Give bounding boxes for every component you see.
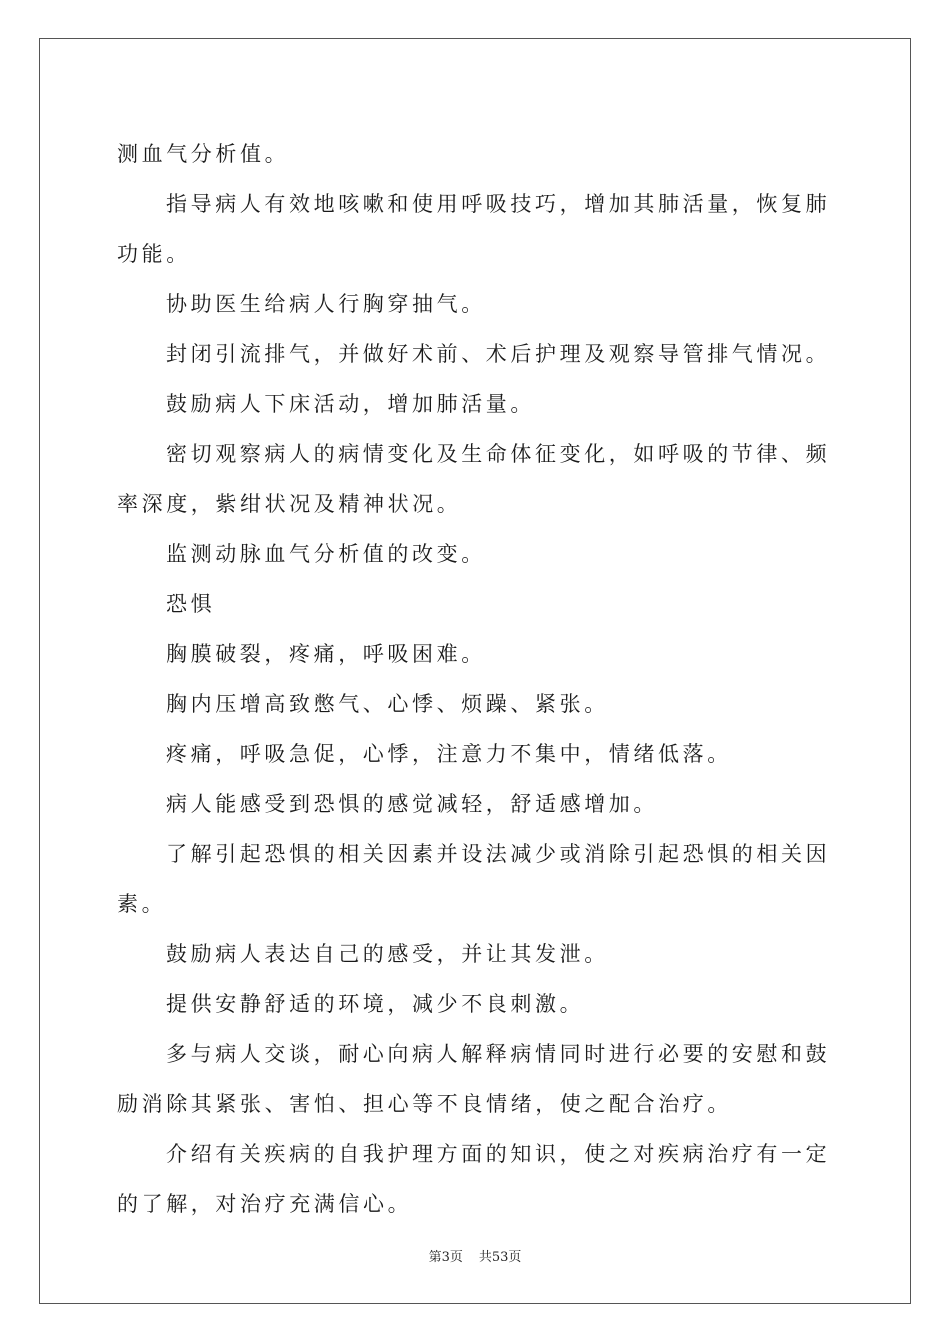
paragraph: 密切观察病人的病情变化及生命体征变化，如呼吸的节律、频率深度，紫绀状况及精神状况。 [117,442,831,516]
page-footer [0,1246,950,1265]
paragraph: 胸内压增高致憋气、心悸、烦躁、紧张。 [166,692,609,716]
paragraph: 介绍有关疾病的自我护理方面的知识，使之对疾病治疗有一定的了解，对治疗充满信心。 [117,1142,831,1216]
paragraph: 疼痛，呼吸急促，心悸，注意力不集中，情绪低落。 [166,742,732,766]
paragraph: 协助医生给病人行胸穿抽气。 [166,292,486,316]
paragraph: 了解引起恐惧的相关因素并设法减少或消除引起恐惧的相关因素。 [117,842,831,916]
paragraph: 鼓励病人下床活动，增加肺活量。 [166,392,535,416]
paragraph: 病人能感受到恐惧的感觉减轻，舒适感增加。 [166,792,658,816]
paragraph: 封闭引流排气，并做好术前、术后护理及观察导管排气情况。 [166,342,831,366]
paragraph: 多与病人交谈，耐心向病人解释病情同时进行必要的安慰和鼓励消除其紧张、害怕、担心等不良情绪，使之配合治疗。 [117,1042,831,1116]
page-total: 共53页 [478,1250,522,1265]
paragraph: 指导病人有效地咳嗽和使用呼吸技巧，增加其肺活量，恢复肺功能。 [117,192,831,266]
document-body [117,129,837,1229]
paragraph: 测血气分析值。 [117,142,290,166]
section-heading: 恐惧 [166,592,216,616]
paragraph: 鼓励病人表达自己的感受，并让其发泄。 [166,942,609,966]
paragraph: 胸膜破裂，疼痛，呼吸困难。 [166,642,486,666]
page-number: 第3页 [428,1250,463,1265]
paragraph: 监测动脉血气分析值的改变。 [166,542,486,566]
paragraph: 提供安静舒适的环境，减少不良刺激。 [166,992,585,1016]
